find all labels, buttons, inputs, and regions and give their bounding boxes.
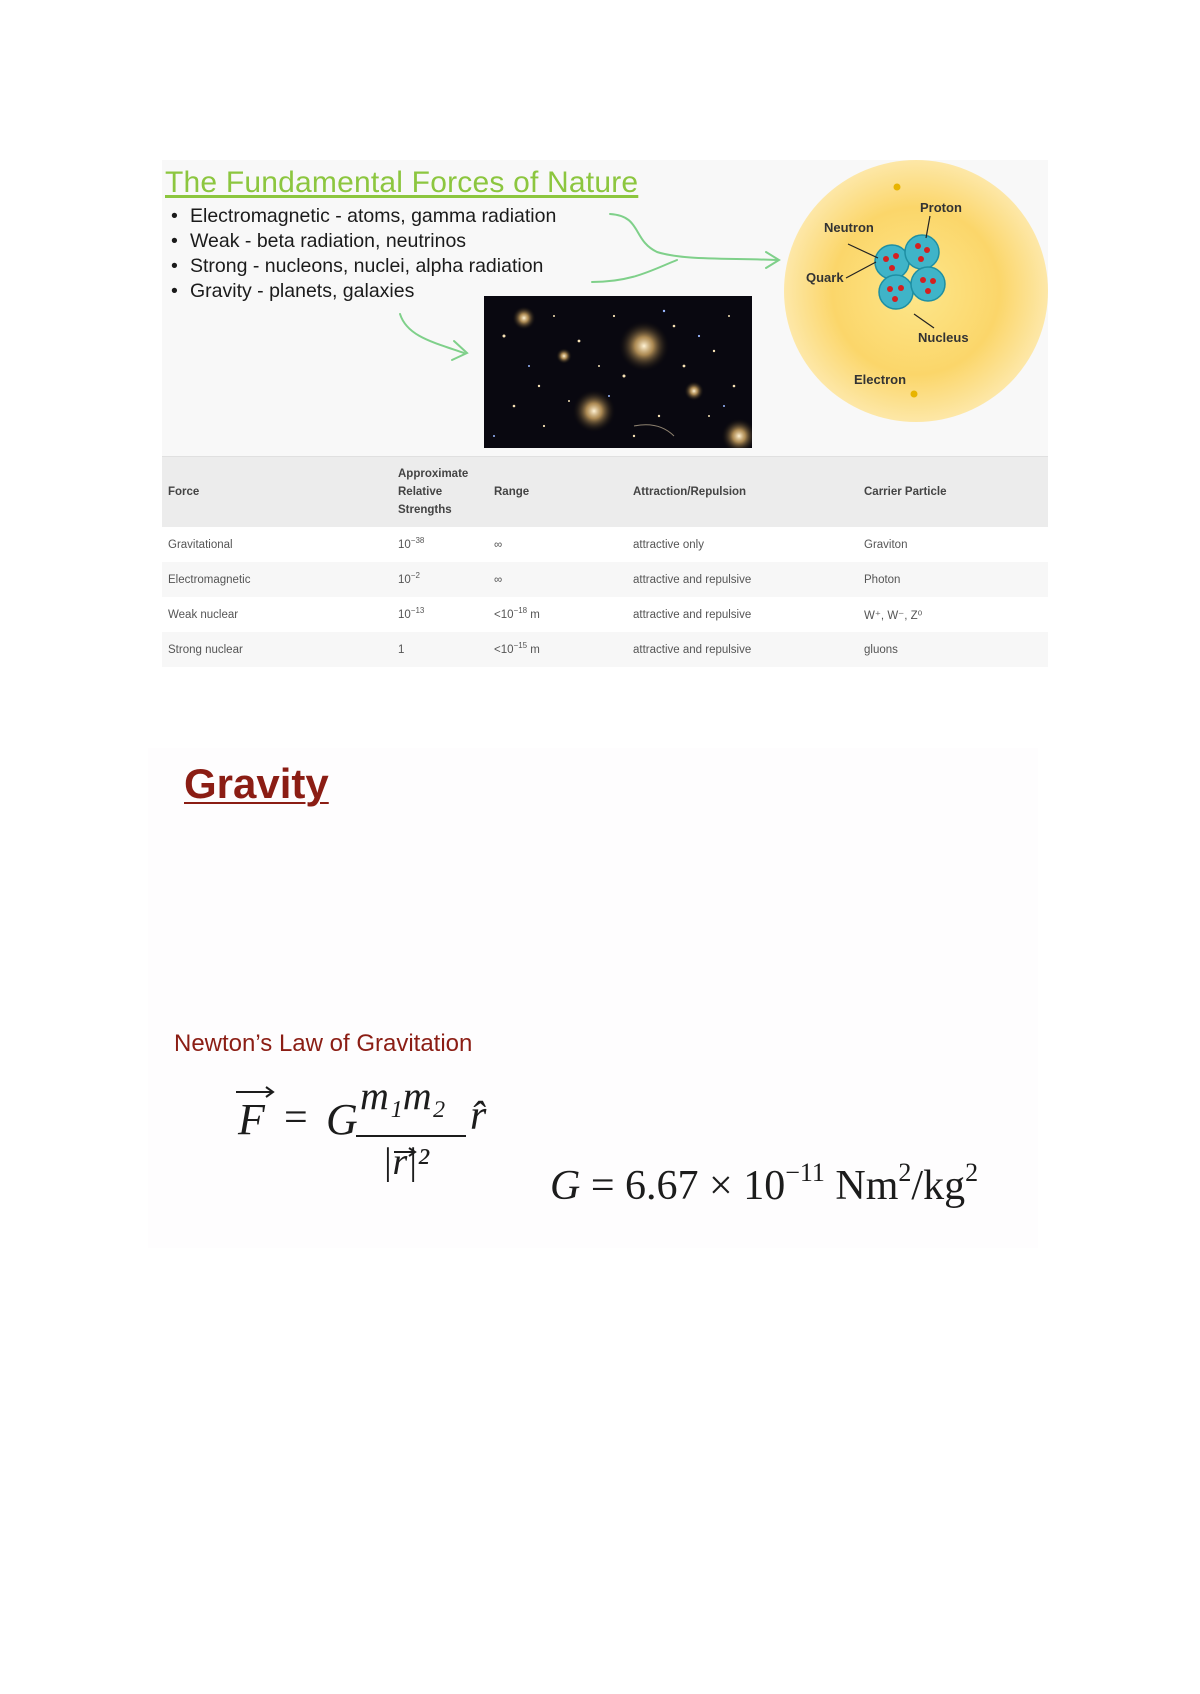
formula-unit-vector: r̂ (470, 1093, 487, 1139)
cell-carrier: gluons (864, 643, 898, 656)
table-row (162, 562, 1048, 597)
constant-equals: = (590, 1163, 615, 1209)
bullet-weak: • Weak - beta radiation, neutrinos (168, 229, 556, 254)
label-neutron: Neutron (824, 220, 874, 235)
cell-strength: $10^{-2}$ (398, 570, 420, 586)
electron-dot (894, 184, 901, 191)
table-row (162, 527, 1048, 562)
nucleon (879, 275, 913, 309)
header-strength-text: Approximate Relative Strengths (398, 468, 469, 516)
label-proton: Proton (920, 200, 962, 215)
arrow-gravity-head (452, 341, 467, 360)
nucleon (905, 235, 939, 269)
constant-unit-exp: 2 (898, 1158, 912, 1187)
label-quark: Quark (806, 270, 844, 285)
forces-slide (162, 160, 1048, 660)
electron-dot (911, 391, 918, 398)
cell-attraction: attractive and repulsive (633, 573, 752, 586)
constant-lhs: G (550, 1163, 581, 1209)
label-nucleus: Nucleus (918, 330, 969, 345)
cell-carrier: Graviton (864, 538, 908, 551)
formula-equals: = (284, 1095, 308, 1141)
arrow-em-weak (610, 214, 777, 260)
arrow-nucleus-head (766, 252, 779, 268)
cell-force: Gravitational (168, 538, 233, 551)
nucleus-group (875, 235, 945, 309)
header-strength (392, 457, 488, 528)
gravitational-constant (550, 1158, 978, 1210)
cell-attraction: attractive and repulsive (633, 608, 752, 621)
nucleon (911, 267, 945, 301)
bullet-gravity: • Gravity - planets, galaxies (168, 279, 556, 304)
atom-graphic (784, 160, 1048, 422)
cell-attraction: attractive and repulsive (633, 643, 752, 656)
cell-force: Strong nuclear (168, 643, 243, 656)
cell-strength: $10^{-38}$ (398, 535, 425, 551)
header-force: Force (162, 457, 392, 528)
formula-G: G (326, 1095, 358, 1144)
newton-law-subtitle: Newton’s Law of Gravitation (174, 1030, 473, 1057)
constant-times: × (709, 1163, 733, 1209)
formula-F: F (238, 1095, 265, 1144)
cell-range: ∞ (494, 538, 503, 551)
galaxy-cluster-image (484, 296, 752, 448)
constant-exponent: −11 (785, 1158, 825, 1187)
cell-strength: $10^{-13}$ (398, 605, 425, 621)
cell-range: $<10^{-15}$ m (494, 640, 540, 656)
newton-formula (234, 1073, 534, 1208)
cell-force: Electromagnetic (168, 573, 251, 586)
gravity-title: Gravity (184, 760, 329, 807)
cell-strength: 1 (398, 643, 405, 656)
forces-table (162, 456, 1048, 667)
formula-numerator: m₁m₂ (360, 1073, 446, 1118)
gravity-slide (148, 748, 1038, 1248)
cell-range: ∞ (494, 573, 503, 586)
cell-attraction: attractive only (633, 538, 704, 551)
table-header-row (162, 457, 1048, 528)
cell-carrier: W⁺, W⁻, Z⁰ (864, 609, 923, 622)
cell-carrier: Photon (864, 573, 901, 586)
header-carrier: Carrier Particle (858, 457, 1048, 528)
constant-base: 10 (743, 1163, 786, 1209)
bullet-strong: • Strong - nucleons, nuclei, alpha radiation (168, 254, 556, 279)
atom-diagram (784, 160, 1048, 422)
table-row (162, 597, 1048, 632)
constant-unit: Nm (835, 1163, 899, 1209)
label-electron: Electron (854, 372, 907, 387)
forces-bullet-list (168, 204, 556, 304)
formula-denominator: |r|² (382, 1141, 430, 1183)
cell-range: $<10^{-18}$ m (494, 605, 540, 621)
constant-mantissa: 6.67 (625, 1163, 699, 1209)
slide-title: The Fundamental Forces of Nature (165, 166, 639, 199)
constant-unit-den-exp: 2 (965, 1158, 979, 1187)
arrow-strong (592, 260, 677, 282)
header-attraction: Attraction/Repulsion (627, 457, 858, 528)
header-range: Range (488, 457, 627, 528)
constant-unit-den: /kg (911, 1163, 966, 1209)
table-row (162, 632, 1048, 667)
cell-force: Weak nuclear (168, 608, 239, 621)
nucleon (875, 245, 909, 279)
bullet-electromagnetic: • Electromagnetic - atoms, gamma radiation (168, 204, 556, 229)
arrow-gravity (400, 314, 464, 353)
